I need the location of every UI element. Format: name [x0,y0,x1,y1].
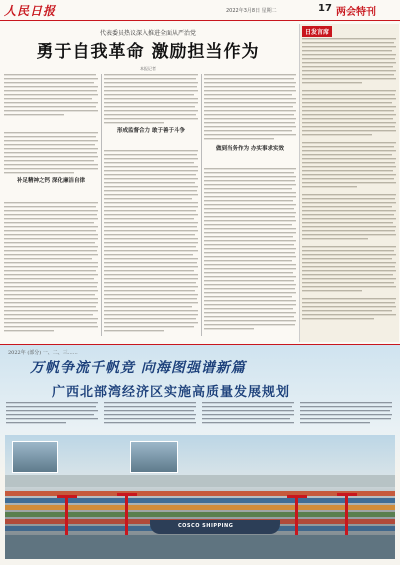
body-column-3 [204,74,296,334]
port-photo [5,435,395,559]
page-number: 17 [318,3,332,14]
body-text-lines [4,74,98,334]
body-column-2 [104,74,198,334]
inset-photo-left [12,441,58,473]
body-column-1 [4,74,98,334]
column-rule [101,74,102,336]
sidebar-text [302,38,396,338]
subhead-3: 做到当务作为 办实事求实效 [216,146,284,152]
feature-body-text [6,402,394,432]
body-text-lines [6,402,394,432]
newspaper-logo: 人民日报 [4,4,57,18]
feature-kicker: 2022年 (部分) 一、二、三…… [8,350,78,356]
story-byline: 本报记者 [140,66,156,71]
feature-headline-line1: 万帆争流千帆竞 向海图强谱新篇 [30,360,246,376]
dateline: 2022年3月8日 星期二 [226,8,277,14]
column-rule [201,74,202,336]
body-text-lines [302,38,396,338]
sidebar-title: 日发言席 [302,26,332,37]
inset-photo-center [130,441,178,473]
body-text-lines [204,74,296,334]
subhead-1: 补足精神之钙 深化廉洁自律 [17,178,85,184]
story-headline: 勇于自我革命 激励担当作为 [36,42,260,62]
story-kicker: 代表委员热议深入推进全面从严治党 [99,30,196,37]
feature-headline-line2: 广西北部湾经济区实施高质量发展规划 [52,385,291,400]
port-illustration [5,435,395,559]
section-name: 两会特刊 [336,7,376,18]
subhead-2: 形成监督合力 敢于善于斗争 [117,128,185,134]
body-text-lines [104,74,198,334]
ship-label: COSCO SHIPPING [178,523,234,529]
